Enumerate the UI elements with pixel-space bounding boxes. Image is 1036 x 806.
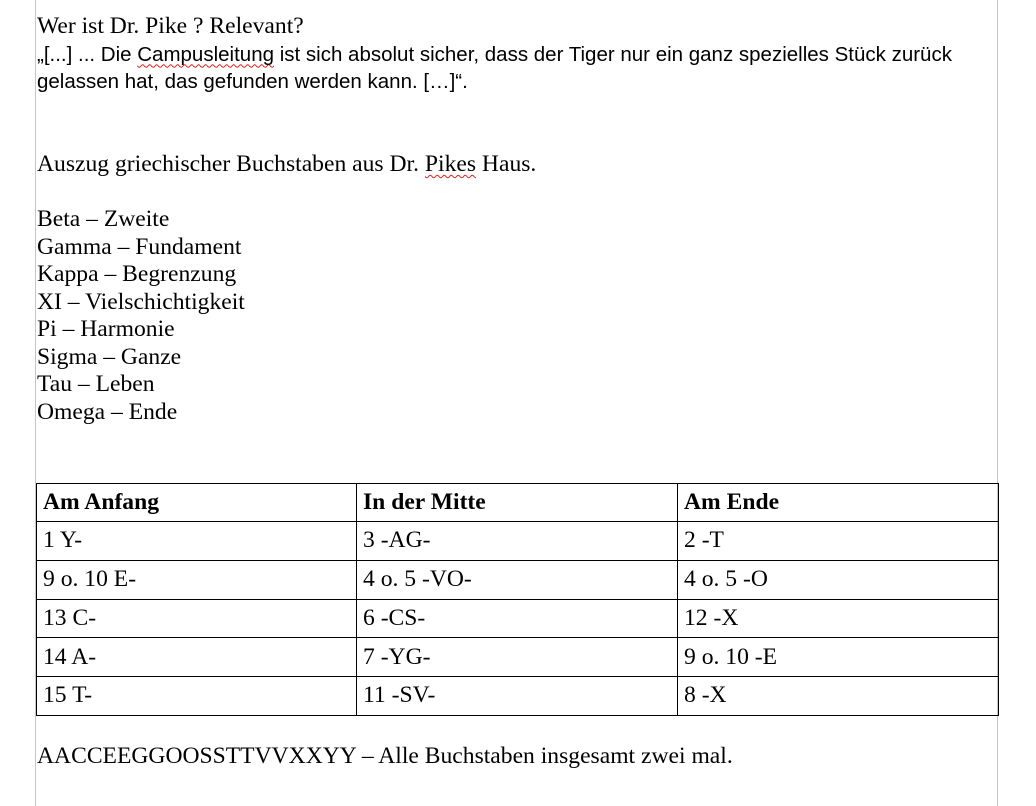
quote-text-start: „[...] ... Die [37,42,138,66]
table-cell: 9 o. 10 -E [678,638,999,677]
table-row [37,638,999,677]
table-cell: 14 A- [37,638,357,677]
empty-paragraph [37,178,997,206]
table-cell: 7 -YG- [357,638,678,677]
table-row [37,560,999,599]
excerpt-intro-start: Auszug griechischer Buchstaben aus Dr. [37,150,425,177]
table-row [37,599,999,638]
table-cell: 12 -X [678,599,999,638]
letter-position-table [36,483,999,716]
document-body [37,13,997,426]
greek-letter-item: XI – Vielschichtigkeit [37,288,245,315]
spellcheck-flagged-word-campusleitung[interactable]: Campusleitung [137,42,274,66]
table-row [37,677,999,716]
greek-letter-item: Pi – Harmonie [37,316,175,343]
excerpt-intro-end: Haus. [476,150,537,177]
empty-paragraph [37,96,997,124]
table-header-row [37,484,999,522]
table-header-cell-end: Am Ende [678,484,999,522]
greek-letter-item: Sigma – Ganze [37,343,182,370]
empty-paragraph [37,123,997,151]
greek-letter-item: Gamma – Fundament [37,233,242,260]
heading-question: Wer ist Dr. Pike ? Relevant? [37,13,304,39]
quote-paragraph [37,41,997,96]
excerpt-intro [37,151,997,179]
table-cell: 15 T- [37,677,357,716]
letter-summary-line: AACCEEGGOOSSTTVVXXYY – Alle Buchstaben insgesamt zwei mal. [37,743,733,769]
greek-letter-list [37,206,997,427]
greek-letter-item: Beta – Zweite [37,205,170,232]
table-cell: 1 Y- [37,522,357,561]
spellcheck-flagged-word-pikes[interactable]: Pikes [424,150,477,177]
table-cell: 3 -AG- [357,522,678,561]
table-cell: 6 -CS- [357,599,678,638]
table-cell: 9 o. 10 E- [37,560,357,599]
table-row [37,522,999,561]
table-cell: 13 C- [37,599,357,638]
table-cell: 8 -X [678,677,999,716]
table-header-cell-start: Am Anfang [37,484,357,522]
greek-letter-item: Kappa – Begrenzung [37,261,237,288]
greek-letter-item: Tau – Leben [37,371,155,398]
table-cell: 2 -T [678,522,999,561]
table-cell: 4 o. 5 -VO- [357,560,678,599]
table-cell: 4 o. 5 -O [678,560,999,599]
quote-text-end: ist sich absolut sicher, dass der Tiger nur ein ganz spezielles Stück zurück gelassen hat, das gefunden werden kann. […]“. [37,42,952,94]
greek-letter-item: Omega – Ende [37,398,178,425]
table-cell: 11 -SV- [357,677,678,716]
table-header-cell-middle: In der Mitte [357,484,678,522]
